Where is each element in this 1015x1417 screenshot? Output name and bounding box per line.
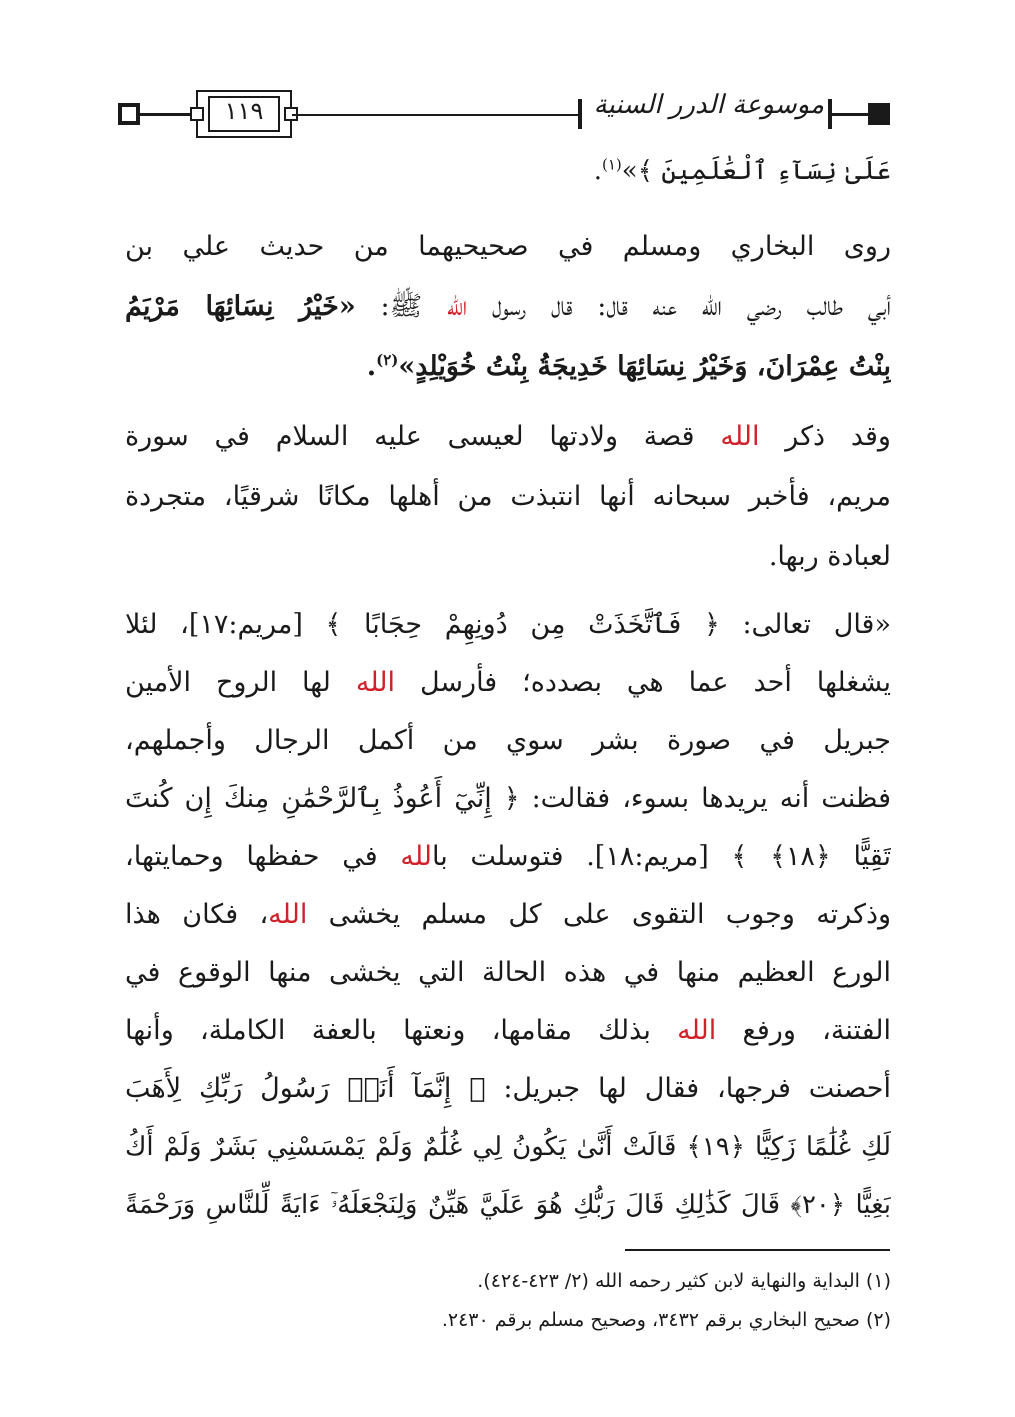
line-text: مريم، فأخبر سبحانه أنها انتبذت من أهلها مكانًا شرقيًا، متجردة (125, 481, 891, 512)
text-line (125, 1064, 891, 1114)
line-text: روى البخاري ومسلم في صحيحيهما من حديث علي بن (125, 231, 891, 262)
header-square-right (868, 103, 890, 125)
divine-name: الله (720, 421, 760, 452)
line-text: ، فكان هذا (125, 899, 269, 930)
text-line (125, 600, 891, 650)
text-line (125, 146, 891, 196)
line-text: يشغلها أحد عما هي بصدده؛ فأرسل (419, 667, 891, 698)
line-text: الفتنة، ورفع (742, 1015, 891, 1046)
line-text: بذلك مقامها، ونعتها بالعفة الكاملة، وأنها (125, 1015, 651, 1046)
quran-verse: بَغِيًّا ﴿٢٠﴾ قَالَ كَذَٰلِكِ قَالَ رَبُّكِ هُوَ عَلَيَّ هَيِّنٌ وَلِنَجْعَلَهُۥٓ ءَايَةً لِّلنَّاسِ وَرَحْمَةً (125, 1190, 891, 1220)
text-line (125, 342, 891, 392)
divine-name: الله (447, 291, 468, 322)
text-line (125, 1122, 891, 1172)
text-line (125, 774, 891, 824)
line-text: الورع العظيم منها في هذه الحالة التي يخشى منها الوقوع في (125, 957, 891, 988)
header-rule-middle (292, 114, 578, 116)
line-text: في حفظها وحمايتها، (125, 841, 378, 872)
divine-name: الله (677, 1015, 717, 1046)
text-line (125, 1006, 891, 1056)
header-bar (578, 99, 582, 129)
line-text: أبي طالب رضي الله عنه قال: قال رسول (492, 291, 891, 322)
line-text: فظنت أنه يريدها بسوء، فقالت: ﴿ إِنِّيٓ أَعُوذُ بِٱلرَّحْمَٰنِ مِنكَ إِن كُنتَ (125, 783, 891, 814)
footnote-marker: (٢) (376, 351, 399, 369)
footnote-2: (٢) صحيح البخاري برقم ٣٤٣٢، وصحيح مسلم برقم ٢٤٣٠. (441, 1309, 891, 1331)
divine-name: الله (355, 667, 396, 698)
hadith-text: «خَيْرُ نِسَائِهَا مَرْيَمُ (125, 291, 356, 322)
text-line (125, 532, 891, 582)
line-text: وقد ذكر (785, 421, 891, 452)
page-number-frame (196, 90, 292, 138)
punctuation: . (593, 156, 602, 186)
text-line (125, 890, 891, 940)
header-square-left (118, 103, 140, 125)
line-text: جبريل في صورة بشر سوي من أكمل الرجال وأجملهم، (125, 725, 891, 756)
text-line (125, 948, 891, 998)
text-line (125, 832, 891, 882)
line-text: وذكرته وجوب التقوى على كل مسلم يخشى (328, 899, 891, 930)
line-text: لها الروح الأمين (125, 667, 331, 698)
text-line (125, 1180, 891, 1230)
page-number: ١١٩ (224, 97, 264, 125)
text-line (125, 282, 891, 332)
text-line (125, 472, 891, 522)
header-rule-right (832, 113, 868, 116)
page-header (118, 88, 890, 142)
quran-verse: لَكِ غُلَٰمًا زَكِيًّا ﴿١٩﴾ قَالَتْ أَنَّىٰ يَكُونُ لِي غُلَٰمٌ وَلَمْ يَمْسَسْنِي بَشَرٌ وَلَمْ أَكُ (125, 1132, 891, 1162)
book-title: موسوعة الدرر السنية (593, 90, 824, 120)
text-line (125, 658, 891, 708)
line-text: لعبادة ربها. (768, 541, 891, 572)
divine-name: الله (268, 899, 308, 930)
text-line (125, 222, 891, 272)
line-text: أحصنت فرجها، فقال لها جبريل: ﴿ إِنَّمَآ أَنَا۠ رَسُولُ رَبِّكِ لِأَهَبَ (125, 1073, 891, 1104)
line-text: ﷺ: (355, 291, 423, 322)
line-text: قصة ولادتها لعيسى عليه السلام في سورة (125, 421, 695, 452)
text-line (125, 716, 891, 766)
text-line (125, 412, 891, 462)
line-text: تَقِيًّا ﴿١٨﴾ ﴾ [مريم:١٨]. فتوسلت با (431, 841, 891, 872)
hadith-text: بِنْتُ عِمْرَانَ، وَخَيْرُ نِسَائِهَا خَدِيجَةُ بِنْتُ خُوَيْلِدٍ» (398, 351, 891, 382)
footnote-separator (625, 1249, 890, 1251)
footnote-marker: (١) (602, 155, 622, 174)
line-text: «قال تعالى: ﴿ فَٱتَّخَذَتْ مِن دُونِهِمْ حِجَابًا ﴾ [مريم:١٧]، لئلا (125, 609, 891, 640)
footnote-1: (١) البداية والنهاية لابن كثير رحمه الله (٢/ ٤٢٣-٤٢٤). (477, 1270, 891, 1292)
quran-verse: عَلَىٰ نِسَآءِ ٱلْعَٰلَمِينَ ﴾» (621, 156, 891, 186)
punctuation: . (366, 351, 377, 382)
divine-name: لله (400, 841, 432, 872)
